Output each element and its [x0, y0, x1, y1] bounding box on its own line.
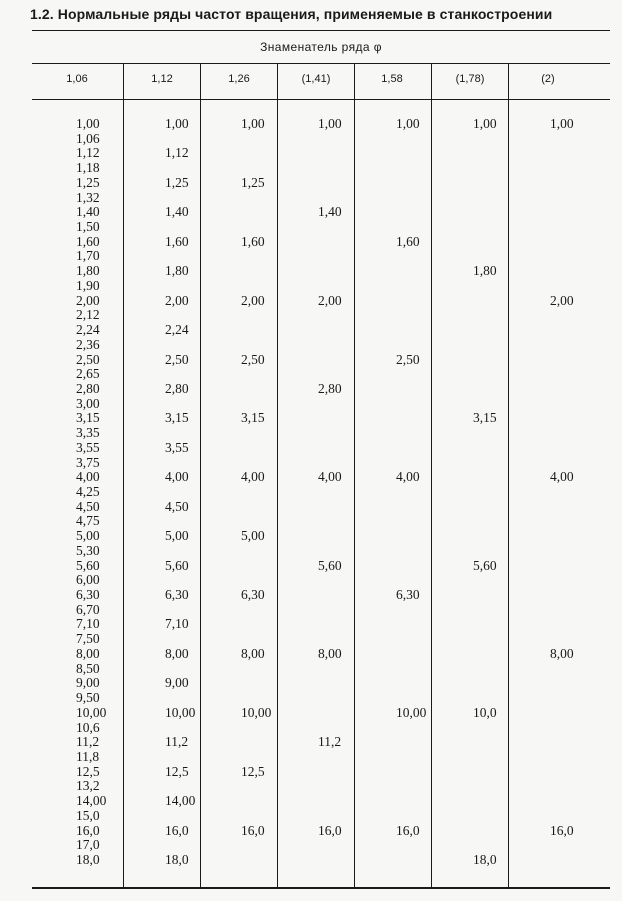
- table-cell: 1,00: [241, 116, 265, 131]
- table-cell: 1,18: [76, 160, 100, 176]
- table-cell: 1,60: [76, 233, 100, 249]
- column-divider: [508, 64, 509, 887]
- table-cell: 1,40: [165, 204, 189, 220]
- table-cell: 4,50: [165, 498, 189, 514]
- column-divider: [123, 64, 124, 887]
- table-cell: 6,70: [76, 601, 100, 617]
- table-cell: 7,10: [165, 616, 189, 632]
- table-cell: 1,60: [396, 233, 420, 249]
- table-cell: 1,70: [76, 248, 100, 264]
- table-cell: 5,60: [165, 557, 189, 573]
- table-cell: 9,50: [76, 690, 100, 706]
- table-cell: 8,00: [76, 645, 100, 661]
- table-cell: 15,0: [76, 807, 100, 823]
- table-cell: 1,80: [473, 263, 497, 279]
- column-header-rule: [32, 99, 610, 100]
- table-cell: 2,00: [165, 292, 189, 308]
- table-cell: 10,00: [241, 704, 272, 720]
- table-cell: 1,00: [165, 116, 189, 131]
- table-cell: 1,60: [241, 233, 265, 249]
- table-cell: 1,40: [76, 204, 100, 220]
- table-cell: 2,50: [76, 351, 100, 367]
- table-cell: 6,00: [76, 572, 100, 588]
- column-divider: [277, 64, 278, 887]
- table-cell: 16,0: [165, 822, 189, 838]
- table-cell: 9,00: [165, 675, 189, 691]
- table-cell: 2,65: [76, 366, 100, 382]
- table-cell: 18,0: [165, 852, 189, 867]
- column-header: (1,41): [301, 73, 331, 85]
- table-cell: 1,90: [76, 277, 100, 293]
- table-cell: 11,8: [76, 748, 100, 764]
- table-cell: 4,00: [318, 469, 342, 485]
- table-cell: 4,00: [165, 469, 189, 485]
- table-cell: 18,0: [76, 852, 100, 867]
- table-cell: 1,50: [76, 219, 100, 235]
- table-cell: 3,75: [76, 454, 100, 470]
- table-cell: 11,2: [318, 734, 342, 750]
- table-cell: 1,00: [550, 116, 574, 131]
- table-cell: 3,55: [165, 439, 189, 455]
- table-cell: 1,00: [396, 116, 420, 131]
- table-cell: 1,32: [76, 189, 100, 205]
- column-divider: [431, 64, 432, 887]
- table-cell: 8,00: [165, 645, 189, 661]
- column-header: 1,58: [381, 73, 403, 85]
- table-cell: 6,30: [165, 587, 189, 603]
- table-cell: 11,2: [165, 734, 189, 750]
- table-cell: 2,50: [165, 351, 189, 367]
- table-cell: 12,5: [76, 763, 100, 779]
- table-cell: 8,00: [318, 645, 342, 661]
- table-cell: 14,00: [165, 793, 196, 809]
- table-cell: 4,00: [76, 469, 100, 485]
- table-cell: 12,5: [165, 763, 189, 779]
- table-cell: 1,80: [165, 263, 189, 279]
- table-cell: 1,25: [76, 174, 100, 190]
- column-divider: [200, 64, 201, 887]
- column-header: 1,12: [151, 73, 173, 85]
- table-cell: 5,60: [318, 557, 342, 573]
- table-cell: 3,15: [241, 410, 265, 426]
- table-cell: 6,30: [76, 587, 100, 603]
- table-cell: 10,0: [473, 704, 497, 720]
- table-cell: 3,35: [76, 425, 100, 441]
- ratio-header-label: Знаменатель ряда φ: [260, 40, 382, 54]
- column-divider: [354, 64, 355, 887]
- column-header: 1,06: [66, 73, 88, 85]
- table-cell: 1,12: [165, 145, 189, 161]
- table-cell: 10,00: [165, 704, 196, 720]
- table-cell: 10,6: [76, 719, 100, 735]
- table-cell: 1,25: [165, 174, 189, 190]
- table-cell: 5,00: [165, 528, 189, 544]
- table-cell: 5,60: [473, 557, 497, 573]
- table-cell: 2,80: [318, 380, 342, 396]
- table-cell: 2,24: [76, 322, 100, 338]
- table-cell: 4,00: [396, 469, 420, 485]
- table-cell: 17,0: [76, 837, 100, 853]
- table-cell: 2,80: [76, 380, 100, 396]
- table-cell: 16,0: [318, 822, 342, 838]
- table-cell: 1,40: [318, 204, 342, 220]
- table-cell: 10,00: [396, 704, 427, 720]
- table-cell: 12,5: [241, 763, 265, 779]
- table-cell: 3,15: [76, 410, 100, 426]
- table-cell: 1,00: [318, 116, 342, 131]
- table-cell: 1,80: [76, 263, 100, 279]
- table-cell: 3,55: [76, 439, 100, 455]
- table-cell: 2,12: [76, 307, 100, 323]
- table-cell: 9,00: [76, 675, 100, 691]
- table-cell: 1,00: [473, 116, 497, 131]
- table-cell: 2,00: [550, 292, 574, 308]
- table-cell: 18,0: [473, 852, 497, 867]
- table-cell: 2,80: [165, 380, 189, 396]
- table-cell: 4,75: [76, 513, 100, 529]
- table-cell: 16,0: [76, 822, 100, 838]
- column-header: (1,78): [455, 73, 485, 85]
- table-cell: 11,2: [76, 734, 100, 750]
- table-cell: 3,15: [165, 410, 189, 426]
- bottom-rule: [32, 887, 610, 889]
- table-cell: 1,12: [76, 145, 100, 161]
- table-cell: 8,50: [76, 660, 100, 676]
- table-cell: 5,60: [76, 557, 100, 573]
- table-cell: 6,30: [396, 587, 420, 603]
- table-cell: 1,06: [76, 130, 100, 146]
- table-cell: 14,00: [76, 793, 107, 809]
- table-cell: 3,00: [76, 395, 100, 411]
- table-cell: 2,00: [318, 292, 342, 308]
- column-header: 1,26: [228, 73, 250, 85]
- table-cell: 2,24: [165, 322, 189, 338]
- table-cell: 7,10: [76, 616, 100, 632]
- table-cell: 7,50: [76, 631, 100, 647]
- table-cell: 10,00: [76, 704, 107, 720]
- table-cell: 1,00: [76, 116, 100, 131]
- table-cell: 3,15: [473, 410, 497, 426]
- table-cell: 16,0: [396, 822, 420, 838]
- table-cell: 1,25: [241, 174, 265, 190]
- table-cell: 4,00: [550, 469, 574, 485]
- column-header: (2): [541, 73, 555, 85]
- table-cell: 16,0: [550, 822, 574, 838]
- table-cell: 5,00: [241, 528, 265, 544]
- table-cell: 1,60: [165, 233, 189, 249]
- top-rule: [32, 30, 610, 31]
- table-cell: 8,00: [241, 645, 265, 661]
- table-cell: 4,25: [76, 484, 100, 499]
- table-title: 1.2. Нормальные ряды частот вращения, применяемые в станкостроении: [30, 6, 553, 22]
- table-cell: 8,00: [550, 645, 574, 661]
- table-cell: 2,00: [76, 292, 100, 308]
- table-cell: 5,30: [76, 542, 100, 558]
- table-cell: 4,00: [241, 469, 265, 485]
- table-cell: 6,30: [241, 587, 265, 603]
- table-cell: 2,00: [241, 292, 265, 308]
- header-rule: [32, 63, 610, 64]
- table-cell: 4,50: [76, 498, 100, 514]
- table-cell: 13,2: [76, 778, 100, 794]
- table-cell: 2,50: [241, 351, 265, 367]
- table-cell: 2,36: [76, 336, 100, 352]
- table-cell: 2,50: [396, 351, 420, 367]
- table-cell: 5,00: [76, 528, 100, 544]
- table-cell: 16,0: [241, 822, 265, 838]
